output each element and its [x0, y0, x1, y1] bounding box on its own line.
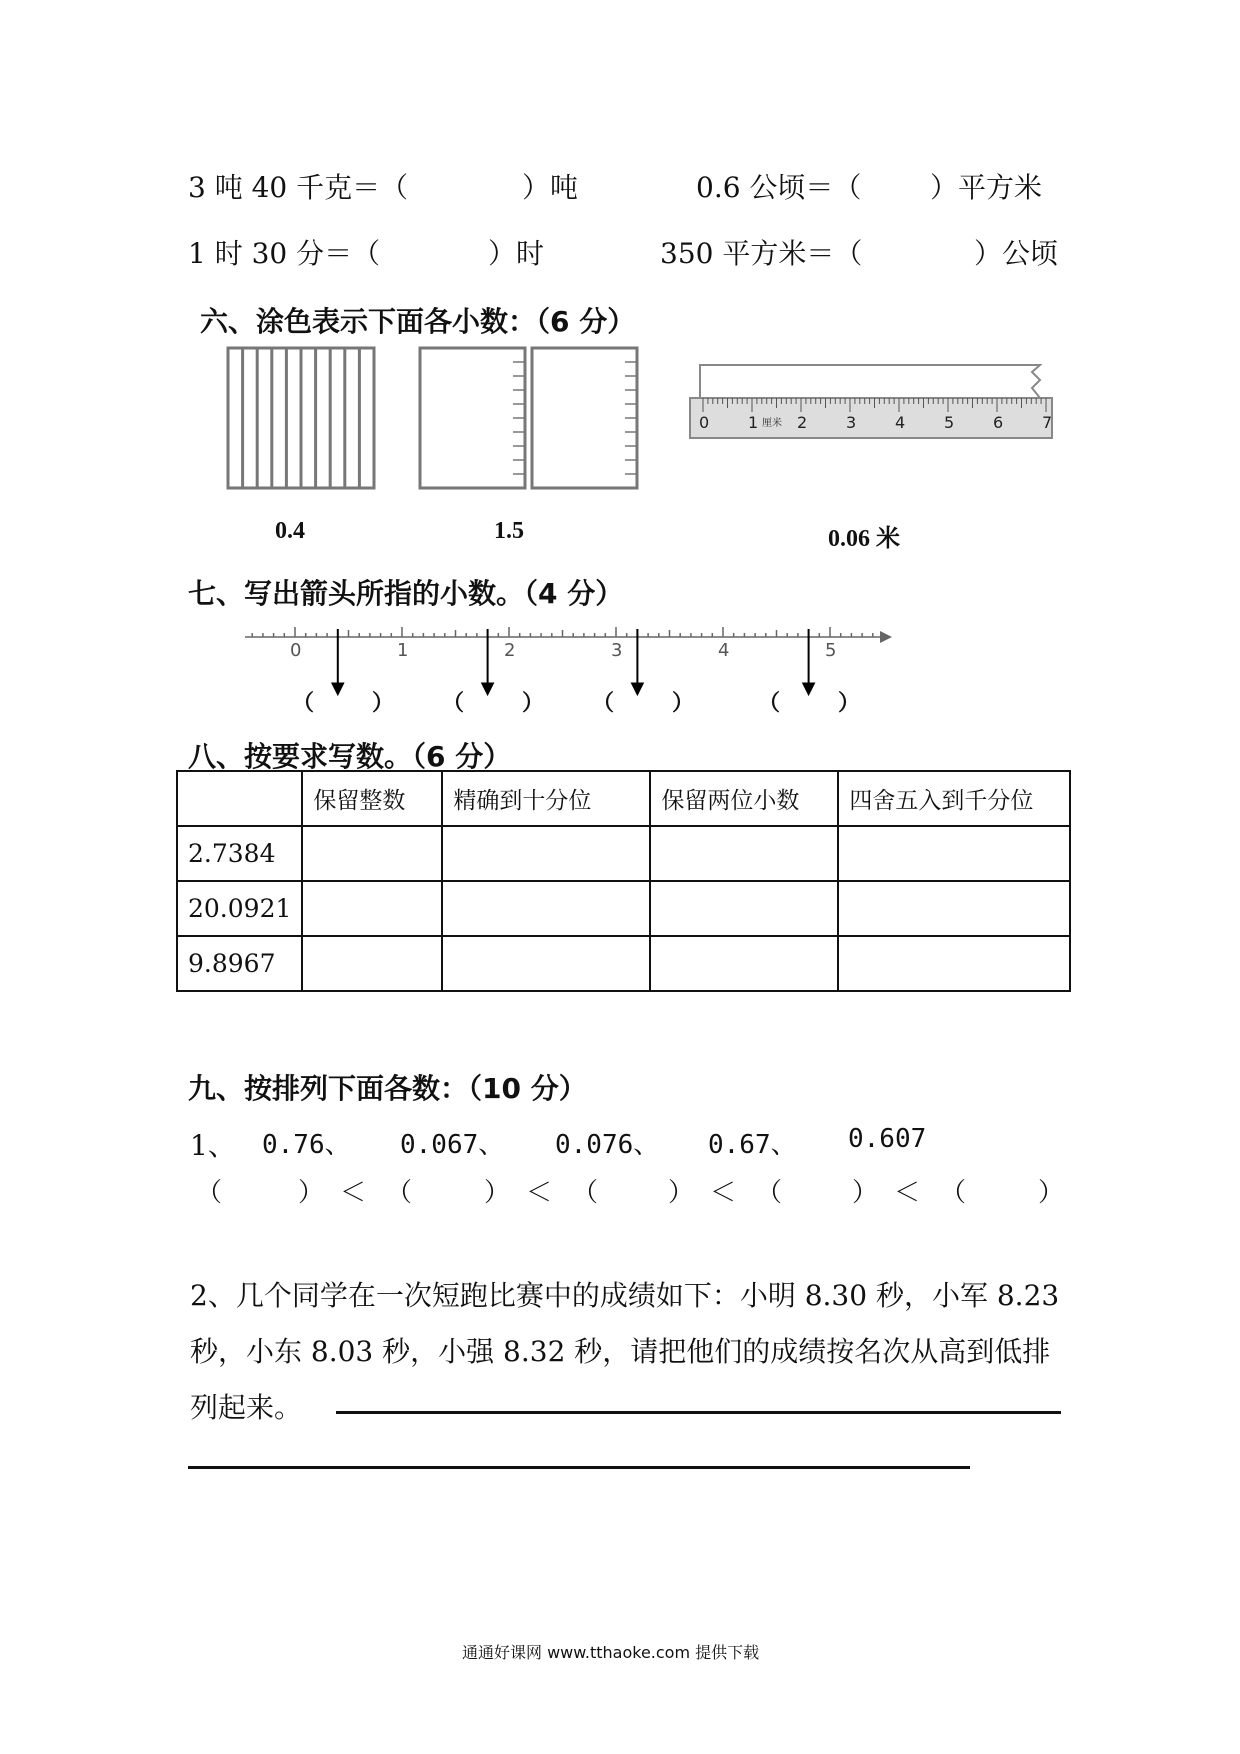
answer-line-2[interactable] — [188, 1466, 970, 1469]
blank-3-open: （ — [592, 690, 615, 716]
header-cell: 精确到十分位 — [442, 771, 650, 826]
header-cell: 保留两位小数 — [650, 771, 838, 826]
ruler-number: 4 — [895, 413, 906, 432]
header-cell: 保留整数 — [302, 771, 442, 826]
pointer-arrowhead — [631, 683, 643, 695]
two-square-grid — [420, 348, 637, 488]
section7-title: 七、写出箭头所指的小数。（4 分） — [188, 577, 624, 610]
ruler — [690, 365, 1052, 438]
header-cell: 四舍五入到千分位 — [838, 771, 1070, 826]
rounding-table — [176, 770, 1071, 992]
order-paren: ） — [298, 1178, 325, 1208]
pointer-arrowhead — [803, 683, 815, 695]
axis-number: 3 — [611, 640, 623, 661]
q1-number-3: 0.076、 — [555, 1130, 660, 1160]
answer-cell[interactable] — [838, 826, 1070, 881]
blank-1-close: ） — [372, 690, 395, 716]
order-paren: ） — [484, 1178, 511, 1208]
blank-4-open: （ — [758, 690, 781, 716]
order-paren: ） — [1038, 1178, 1065, 1208]
blank-2-open: （ — [442, 690, 465, 716]
section8-title: 八、按要求写数。（6 分） — [188, 740, 512, 773]
axis-number: 0 — [290, 640, 302, 661]
conversion-3-left: 1 时 30 分＝（ — [188, 237, 381, 270]
number-line — [240, 615, 900, 725]
q1-number-5: 0.607 — [848, 1124, 927, 1154]
conversion-2-left: 0.6 公顷＝（ — [696, 171, 862, 204]
q1-number-4: 0.67、 — [708, 1130, 797, 1160]
figure3-label: 0.06 米 — [828, 526, 900, 552]
row-number: 2.7384 — [177, 826, 302, 881]
order-paren: （ — [756, 1178, 783, 1208]
blank-2-close: ） — [522, 690, 545, 716]
ruler-number: 1 — [748, 413, 759, 432]
conversion-4-left: 350 平方米＝（ — [660, 237, 863, 270]
blank-1-open: （ — [292, 690, 315, 716]
answer-cell[interactable] — [650, 881, 838, 936]
answer-cell[interactable] — [838, 936, 1070, 991]
answer-cell[interactable] — [442, 936, 650, 991]
less-than-sign: ＜ — [340, 1178, 367, 1208]
less-than-sign: ＜ — [526, 1178, 553, 1208]
figure2-label: 1.5 — [494, 518, 524, 544]
section9-title: 九、按排列下面各数：（10 分） — [188, 1072, 587, 1105]
answer-cell[interactable] — [302, 826, 442, 881]
ruler-number: 6 — [993, 413, 1004, 432]
conversion-3-right: ）时 — [488, 237, 545, 270]
order-paren: （ — [386, 1178, 413, 1208]
ruler-number: 7 — [1042, 413, 1053, 432]
q1-prefix: 1、 — [190, 1129, 236, 1162]
order-paren: ） — [668, 1178, 695, 1208]
q2-line-3: 列起来。 — [190, 1391, 303, 1424]
pointer-arrowhead — [482, 683, 494, 695]
answer-cell[interactable] — [442, 881, 650, 936]
axis-arrowhead — [880, 631, 892, 643]
table-header-row — [177, 771, 1070, 826]
answer-cell[interactable] — [650, 826, 838, 881]
q2-line-2: 秒，小东 8.03 秒，小强 8.32 秒，请把他们的成绩按名次从高到低排 — [190, 1335, 1051, 1368]
order-paren: ） — [852, 1178, 879, 1208]
q1-number-1: 0.76、 — [262, 1130, 351, 1160]
row-number: 9.8967 — [177, 936, 302, 991]
blank-3-close: ） — [672, 690, 695, 716]
section6-figures — [220, 340, 1100, 500]
table-row — [177, 936, 1070, 991]
table-row — [177, 826, 1070, 881]
answer-line-1[interactable] — [336, 1411, 1061, 1414]
conversion-1-left: 3 吨 40 千克＝（ — [188, 171, 409, 204]
conversion-1-right: ）吨 — [522, 171, 579, 204]
axis-number: 4 — [718, 640, 730, 661]
axis-number: 5 — [825, 640, 837, 661]
axis-number: 1 — [397, 640, 409, 661]
footer-text: 通通好课网 www.tthaoke.com 提供下载 — [462, 1643, 760, 1662]
axis-number: 2 — [504, 640, 516, 661]
section6-title: 六、涂色表示下面各小数：（6 分） — [200, 305, 636, 338]
answer-cell[interactable] — [302, 881, 442, 936]
ruler-number: 2 — [797, 413, 808, 432]
ruler-number: 0 — [699, 413, 710, 432]
answer-cell[interactable] — [838, 881, 1070, 936]
header-cell — [177, 771, 302, 826]
q1-number-2: 0.067、 — [400, 1130, 505, 1160]
figure1-label: 0.4 — [275, 518, 305, 544]
table-row — [177, 881, 1070, 936]
less-than-sign: ＜ — [894, 1178, 921, 1208]
answer-cell[interactable] — [302, 936, 442, 991]
order-paren: （ — [572, 1178, 599, 1208]
ruler-number: 5 — [944, 413, 955, 432]
ten-strip-grid — [228, 348, 374, 488]
order-paren: （ — [196, 1178, 223, 1208]
row-number: 20.0921 — [177, 881, 302, 936]
answer-cell[interactable] — [442, 826, 650, 881]
q2-line-1: 2、几个同学在一次短跑比赛中的成绩如下：小明 8.30 秒，小军 8.23 — [190, 1279, 1060, 1312]
ruler-number: 3 — [846, 413, 857, 432]
blank-4-close: ） — [838, 690, 861, 716]
less-than-sign: ＜ — [710, 1178, 737, 1208]
order-paren: （ — [940, 1178, 967, 1208]
answer-cell[interactable] — [650, 936, 838, 991]
pointer-arrowhead — [332, 683, 344, 695]
ruler-unit: 厘米 — [762, 418, 782, 429]
conversion-4-right: ）公顷 — [974, 237, 1059, 270]
conversion-2-right: ）平方米 — [930, 171, 1043, 204]
